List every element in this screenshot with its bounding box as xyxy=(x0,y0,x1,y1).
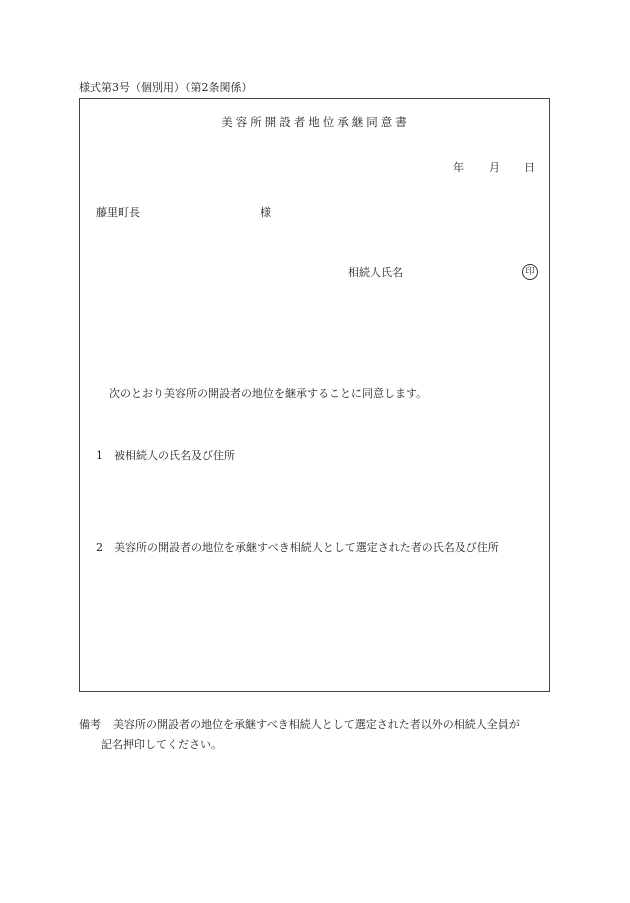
seal-icon: 印 xyxy=(522,264,538,280)
form-box xyxy=(79,98,550,692)
consent-statement: 次のとおり美容所の開設者の地位を継承することに同意します。 xyxy=(109,387,428,400)
remarks-line-1: 美容所の開設者の地位を承継すべき相続人として選定された者以外の相続人全員が xyxy=(113,718,520,731)
document-title: 美容所開設者地位承継同意書 xyxy=(221,115,410,129)
remarks xyxy=(79,715,559,755)
honorific: 様 xyxy=(260,206,271,219)
item-text: 被相続人の氏名及び住所 xyxy=(114,449,235,462)
remarks-heading: 備考 xyxy=(79,718,101,731)
form-number-label: 様式第3号（個別用）（第2条関係） xyxy=(79,81,253,94)
item-number: 2 xyxy=(96,541,103,554)
remarks-line-2: 記名押印してください。 xyxy=(101,738,222,751)
date-year-label: 年 xyxy=(453,161,464,174)
date-month-label: 月 xyxy=(489,161,500,174)
item-text: 美容所の開設者の地位を承継すべき相続人として選定された者の氏名及び住所 xyxy=(114,541,499,554)
date-day-label: 日 xyxy=(524,161,535,174)
addressee: 藤里町長 xyxy=(96,206,140,219)
item-deceased-info xyxy=(96,450,235,461)
heir-name-label: 相続人氏名 xyxy=(348,266,403,279)
item-number: 1 xyxy=(96,449,103,462)
item-successor-info xyxy=(96,542,499,553)
